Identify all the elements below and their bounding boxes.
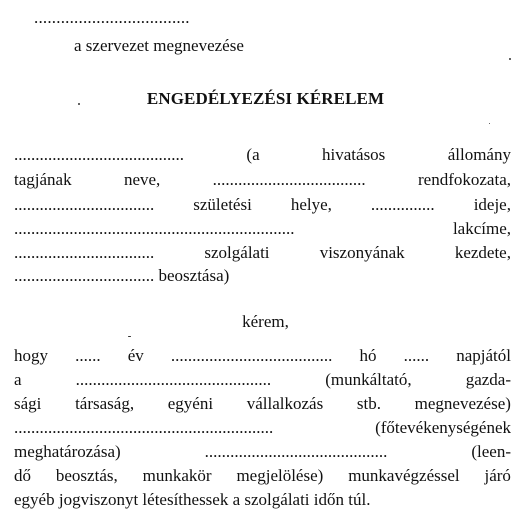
paragraph-line bbox=[14, 219, 511, 239]
line-word: szolgálati bbox=[204, 243, 270, 262]
line-word: hó bbox=[359, 346, 377, 365]
line-word: viszonyának bbox=[319, 243, 405, 262]
organization-name-blank: ................................... bbox=[34, 8, 190, 27]
line-word: év bbox=[127, 346, 144, 365]
line-word: ............... bbox=[370, 195, 435, 214]
line-word: ...... bbox=[403, 346, 430, 365]
line-word: ........................................... bbox=[204, 442, 388, 461]
scan-speck bbox=[489, 123, 490, 124]
line-word: .................................................................. bbox=[14, 219, 295, 238]
line-word: kezdete, bbox=[454, 243, 511, 262]
line-word: dő bbox=[14, 466, 31, 485]
line-word: munkakör bbox=[142, 466, 212, 485]
line-word: meghatározása) bbox=[14, 442, 121, 461]
line-word: hogy bbox=[14, 346, 48, 365]
line-text: egyéb jogviszonyt létesíthessek a szolgálati időn túl. bbox=[14, 490, 371, 509]
paragraph-line bbox=[14, 418, 511, 438]
line-word: ............................................................. bbox=[14, 418, 274, 437]
organization-name-caption: a szervezet megnevezése bbox=[74, 36, 244, 55]
line-word: (főtevékenységének bbox=[375, 418, 511, 437]
line-word: .............................................. bbox=[75, 370, 272, 389]
line-word: ................................. bbox=[14, 243, 155, 262]
paragraph-line bbox=[14, 170, 511, 190]
line-word: társaság, bbox=[75, 394, 135, 413]
line-word: stb. bbox=[356, 394, 381, 413]
line-word: ........................................ bbox=[14, 145, 184, 164]
scan-speck bbox=[128, 336, 131, 337]
paragraph-line bbox=[14, 243, 511, 263]
line-word: rendfokozata, bbox=[418, 170, 511, 189]
line-word: neve, bbox=[123, 170, 161, 189]
paragraph-line bbox=[14, 346, 511, 366]
paragraph-line bbox=[14, 442, 511, 462]
paragraph-line bbox=[14, 490, 511, 510]
line-word: gazda- bbox=[465, 370, 511, 389]
line-word: beosztása) bbox=[158, 266, 230, 285]
line-word: a bbox=[14, 370, 22, 389]
line-word: ................................. bbox=[14, 195, 155, 214]
line-word: ...................................... bbox=[170, 346, 333, 365]
paragraph-line bbox=[14, 394, 511, 414]
line-word: munkavégzéssel bbox=[348, 466, 460, 485]
paragraph-line bbox=[14, 466, 511, 486]
line-word: egyéni bbox=[167, 394, 214, 413]
paragraph-line bbox=[14, 266, 511, 286]
line-word: beosztás, bbox=[55, 466, 118, 485]
request-phrase: kérem, bbox=[242, 312, 289, 331]
line-word: ...... bbox=[75, 346, 101, 365]
line-word: (leen- bbox=[471, 442, 511, 461]
paragraph-line bbox=[14, 145, 511, 165]
line-word: napjától bbox=[456, 346, 511, 365]
scan-speck bbox=[509, 58, 511, 60]
line-word: állomány bbox=[447, 145, 511, 164]
line-word: tagjának bbox=[14, 170, 72, 189]
line-word: ideje, bbox=[473, 195, 511, 214]
document-title: ENGEDÉLYEZÉSI KÉRELEM bbox=[146, 89, 385, 108]
paragraph-line bbox=[14, 370, 511, 390]
line-word: (a bbox=[246, 145, 260, 164]
line-word: .................................... bbox=[212, 170, 366, 189]
line-word: születési bbox=[193, 195, 252, 214]
line-word: hivatásos bbox=[322, 145, 386, 164]
scan-speck bbox=[78, 103, 80, 105]
paragraph-line bbox=[14, 195, 511, 215]
line-word: megjelölése) bbox=[236, 466, 324, 485]
line-word: helye, bbox=[290, 195, 332, 214]
line-word: vállalkozás bbox=[246, 394, 324, 413]
line-word: sági bbox=[14, 394, 42, 413]
line-word: (munkáltató, bbox=[325, 370, 412, 389]
line-word: megnevezése) bbox=[414, 394, 511, 413]
line-word: ................................. bbox=[14, 266, 155, 285]
line-word: járó bbox=[484, 466, 511, 485]
line-word: lakcíme, bbox=[452, 219, 511, 238]
